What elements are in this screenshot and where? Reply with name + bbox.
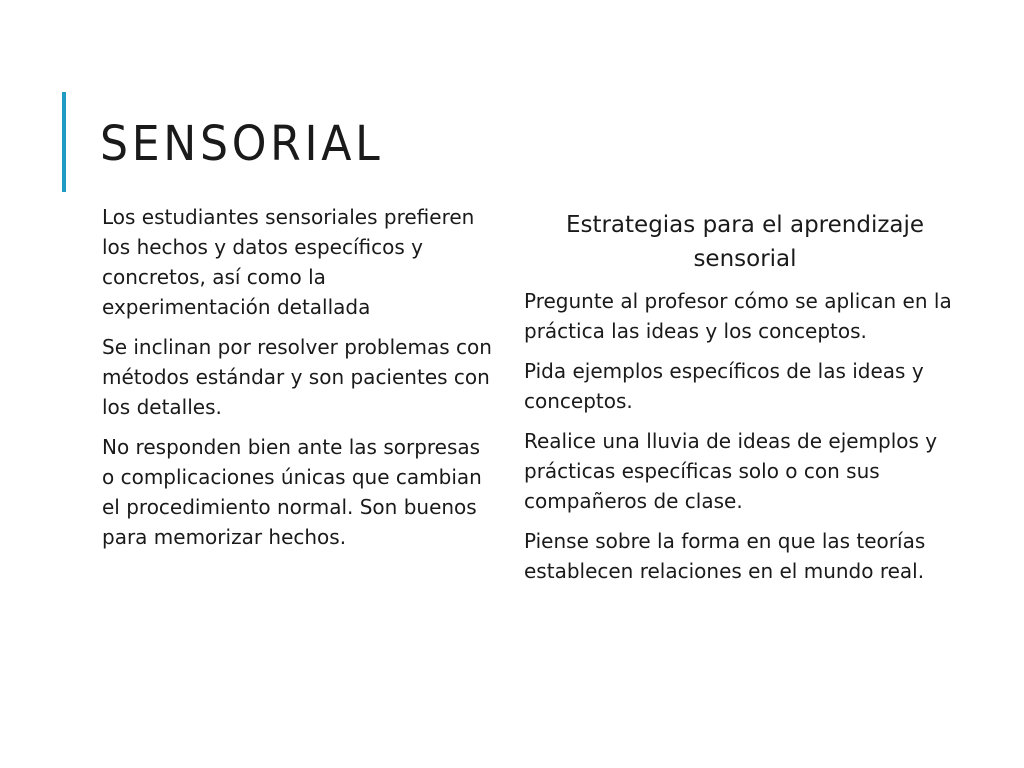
right-paragraph-2: Pida ejemplos específicos de las ideas y conceptos. (524, 359, 924, 413)
left-paragraph-1: Los estudiantes sensoriales prefieren los hechos y datos específicos y concretos, así como la experimentación detallada (102, 205, 475, 319)
left-paragraph-3: No responden bien ante las sorpresas o complicaciones únicas que cambian el procedimiento normal. Son buenos para memorizar hechos. (102, 435, 482, 549)
right-paragraph-1: Pregunte al profesor cómo se aplican en la práctica las ideas y los conceptos. (524, 289, 952, 343)
right-column-heading: Estrategias para el aprendizaje sensorial (565, 212, 925, 272)
left-paragraph-2: Se inclinan por resolver problemas con métodos estándar y son pacientes con los detalles. (102, 335, 492, 419)
slide-title: SENSORIAL (100, 116, 384, 172)
right-paragraph-3: Realice una lluvia de ideas de ejemplos y prácticas específicas solo o con sus compañeros de clase. (524, 429, 938, 513)
right-column (524, 208, 966, 596)
title-accent-bar (62, 92, 66, 192)
right-paragraph-4: Piense sobre la forma en que las teorías establecen relaciones en el mundo real. (524, 529, 926, 583)
left-column (102, 202, 494, 562)
